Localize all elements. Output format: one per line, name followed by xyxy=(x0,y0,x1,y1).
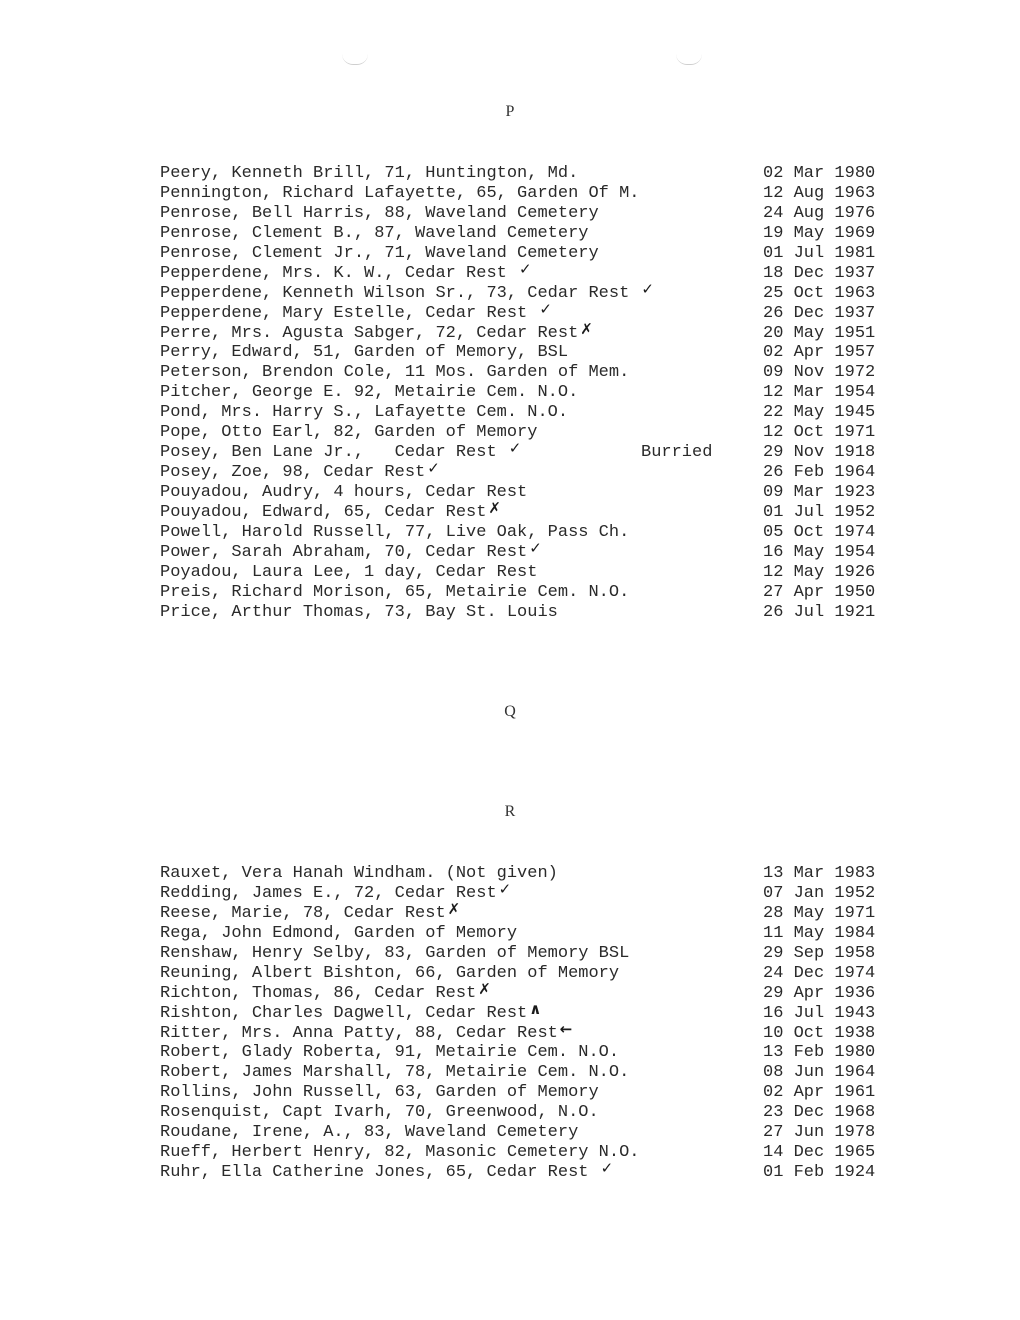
entry-text: Penrose, Clement B., 87, Waveland Cemetery xyxy=(160,223,589,243)
entry-text: Reese, Marie, 78, Cedar Rest xyxy=(160,903,446,923)
list-item xyxy=(0,583,1020,603)
list-item xyxy=(0,1143,1020,1163)
entry-text: Peterson, Brendon Cole, 11 Mos. Garden of Mem. xyxy=(160,363,630,383)
x-mark-icon: ✗ xyxy=(580,319,593,338)
entry-date: 29 Apr 1936 xyxy=(763,983,876,1003)
entry-date: 02 Mar 1980 xyxy=(763,164,876,183)
list-item xyxy=(0,1083,1020,1103)
entry-date: 13 Feb 1980 xyxy=(763,1043,876,1063)
list-item xyxy=(0,498,1020,523)
list-item xyxy=(0,319,1020,344)
entry-text: Powell, Harold Russell, 77, Live Oak, Pass Ch. xyxy=(160,522,630,542)
list-item xyxy=(0,383,1020,403)
list-item xyxy=(0,964,1020,984)
entry-text: Penrose, Bell Harris, 88, Waveland Cemetery xyxy=(160,203,599,223)
check-mark-icon: ∧ xyxy=(529,999,542,1018)
entry-date: 28 May 1971 xyxy=(763,903,876,923)
check-mark-icon: ✓ xyxy=(519,259,532,278)
list-item xyxy=(0,563,1020,583)
entry-text: Robert, Glady Roberta, 91, Metairie Cem. N.O. xyxy=(160,1043,620,1063)
entry-date: 19 May 1969 xyxy=(763,223,876,243)
entry-text: Rishton, Charles Dagwell, Cedar Rest xyxy=(160,1003,528,1023)
entry-text: Pouyadou, Audry, 4 hours, Cedar Rest xyxy=(160,483,528,502)
entry-text: Perre, Mrs. Agusta Sabger, 72, Cedar Rest xyxy=(160,323,579,343)
check-mark-icon: ✓ xyxy=(427,459,440,478)
entry-date: 05 Oct 1974 xyxy=(763,522,876,542)
entry-date: 27 Jun 1978 xyxy=(763,1123,876,1143)
list-item xyxy=(0,924,1020,944)
list-item xyxy=(0,403,1020,423)
entry-date: 12 Mar 1954 xyxy=(763,383,876,403)
entry-text: Robert, James Marshall, 78, Metairie Cem. N.O. xyxy=(160,1063,630,1083)
entry-date: 24 Dec 1974 xyxy=(763,963,876,983)
entry-date: 13 Mar 1983 xyxy=(763,864,876,883)
entry-text: Perry, Edward, 51, Garden of Memory, BSL xyxy=(160,343,569,363)
entry-date: 09 Nov 1972 xyxy=(763,363,876,383)
entry-date: 16 Jul 1943 xyxy=(763,1003,876,1023)
entry-date: 24 Aug 1976 xyxy=(763,203,876,223)
entry-date: 07 Jan 1952 xyxy=(763,883,876,903)
entry-date: 12 May 1926 xyxy=(763,562,876,582)
entry-date: 01 Feb 1924 xyxy=(763,1163,876,1183)
entry-text: Power, Sarah Abraham, 70, Cedar Rest xyxy=(160,542,528,562)
check-mark-icon: ✓ xyxy=(529,538,542,557)
entry-text: Rega, John Edmond, Garden of Memory xyxy=(160,923,518,943)
entry-text: Peery, Kenneth Brill, 71, Huntington, Md. xyxy=(160,164,579,183)
entry-date: 02 Apr 1957 xyxy=(763,343,876,363)
entry-date: 12 Aug 1963 xyxy=(763,183,876,203)
entry-text: Price, Arthur Thomas, 73, Bay St. Louis xyxy=(160,602,558,622)
list-item xyxy=(0,979,1020,1004)
list-item xyxy=(0,1159,1020,1183)
list-item xyxy=(0,224,1020,244)
entry-date: 22 May 1945 xyxy=(763,403,876,423)
list-item xyxy=(0,363,1020,383)
entry-date: 18 Dec 1937 xyxy=(763,263,876,283)
list-item xyxy=(0,899,1020,924)
list-item xyxy=(0,538,1020,563)
check-mark-icon: ✓ xyxy=(498,879,512,898)
entry-text: Rollins, John Russell, 63, Garden of Memory xyxy=(160,1083,599,1103)
list-item xyxy=(0,184,1020,204)
entry-date: 26 Feb 1964 xyxy=(763,463,876,483)
entry-text: Preis, Richard Morison, 65, Metairie Cem. N.O. xyxy=(160,582,630,602)
entry-date: 10 Oct 1938 xyxy=(763,1023,876,1043)
list-item xyxy=(0,603,1020,623)
list-item xyxy=(0,483,1020,503)
entry-text: Posey, Zoe, 98, Cedar Rest xyxy=(160,463,426,483)
list-item xyxy=(0,259,1020,284)
punch-hole-mark xyxy=(676,54,702,65)
section-letter-r: R xyxy=(504,803,516,820)
entry-date: 20 May 1951 xyxy=(763,323,876,343)
entry-text: Pouyadou, Edward, 65, Cedar Rest xyxy=(160,502,487,522)
entry-text: Rueff, Herbert Henry, 82, Masonic Cemetery N.O. xyxy=(160,1143,640,1163)
entry-text: Ruhr, Ella Catherine Jones, 65, Cedar Rest xyxy=(160,1163,589,1183)
entry-text: Richton, Thomas, 86, Cedar Rest xyxy=(160,983,477,1003)
check-mark-icon: ✓ xyxy=(641,279,654,298)
entry-text: Redding, James E., 72, Cedar Rest xyxy=(160,883,497,903)
list-item xyxy=(0,204,1020,224)
list-item xyxy=(0,1043,1020,1063)
entry-text: Pepperdene, Mrs. K. W., Cedar Rest xyxy=(160,263,507,283)
list-item xyxy=(0,523,1020,543)
list-item xyxy=(0,999,1020,1024)
entry-date: 26 Jul 1921 xyxy=(763,602,876,622)
list-item xyxy=(0,944,1020,964)
entry-date: 12 Oct 1971 xyxy=(763,423,876,443)
list-item xyxy=(0,164,1020,184)
section-letter-q: Q xyxy=(504,703,516,720)
list-item xyxy=(0,459,1020,483)
check-mark-icon: ← xyxy=(559,1019,573,1038)
x-mark-icon: ✗ xyxy=(478,979,491,998)
entry-date: 11 May 1984 xyxy=(763,923,876,943)
entry-text: Pepperdene, Mary Estelle, Cedar Rest xyxy=(160,303,528,323)
entry-date: 02 Apr 1961 xyxy=(763,1083,876,1103)
entry-date: 09 Mar 1923 xyxy=(763,483,876,502)
entry-date: 29 Nov 1918 xyxy=(763,443,876,463)
entry-text: Pennington, Richard Lafayette, 65, Garden Of M. xyxy=(160,183,640,203)
list-item xyxy=(0,879,1020,904)
entry-date: 01 Jul 1952 xyxy=(763,502,876,522)
list-item xyxy=(0,1019,1020,1044)
list-item xyxy=(0,1063,1020,1083)
section-r-list xyxy=(0,864,1020,1183)
entry-text: Rosenquist, Capt Ivarh, 70, Greenwood, N.O. xyxy=(160,1103,599,1123)
entry-date: 29 Sep 1958 xyxy=(763,943,876,963)
section-letter-p: P xyxy=(505,103,515,120)
entry-date: 25 Oct 1963 xyxy=(763,283,876,303)
entry-text: Pepperdene, Kenneth Wilson Sr., 73, Cedar Rest xyxy=(160,283,630,303)
list-item xyxy=(0,299,1020,324)
list-item xyxy=(0,1103,1020,1123)
entry-text: Reuning, Albert Bishton, 66, Garden of Memory xyxy=(160,963,620,983)
entry-text: Pope, Otto Earl, 82, Garden of Memory xyxy=(160,423,538,443)
x-mark-icon: ✗ xyxy=(488,498,501,517)
list-item xyxy=(0,1123,1020,1143)
punch-hole-mark xyxy=(342,54,368,65)
entry-text: Penrose, Clement Jr., 71, Waveland Cemetery xyxy=(160,243,599,263)
section-p-list xyxy=(0,164,1020,623)
entry-text: Rauxet, Vera Hanah Windham. (Not given) xyxy=(160,864,558,883)
entry-date: 23 Dec 1968 xyxy=(763,1103,876,1123)
list-item xyxy=(0,279,1020,304)
check-mark-icon: ✓ xyxy=(508,439,522,458)
check-mark-icon: ✓ xyxy=(539,299,552,318)
entry-date: 16 May 1954 xyxy=(763,542,876,562)
entry-text: Pitcher, George E. 92, Metairie Cem. N.O. xyxy=(160,383,579,403)
entry-date: 14 Dec 1965 xyxy=(763,1143,876,1163)
list-item xyxy=(0,343,1020,363)
list-item xyxy=(0,439,1020,463)
x-mark-icon: ✗ xyxy=(447,899,461,918)
entry-text: Roudane, Irene, A., 83, Waveland Cemetery xyxy=(160,1123,579,1143)
entry-text: Pond, Mrs. Harry S., Lafayette Cem. N.O. xyxy=(160,403,569,423)
list-item xyxy=(0,244,1020,264)
entry-note: Burried xyxy=(641,443,713,463)
entry-date: 27 Apr 1950 xyxy=(763,582,876,602)
entry-date: 26 Dec 1937 xyxy=(763,303,876,323)
check-mark-icon: ✓ xyxy=(600,1159,614,1178)
entry-date: 01 Jul 1981 xyxy=(763,243,876,263)
entry-text: Renshaw, Henry Selby, 83, Garden of Memory BSL xyxy=(160,943,630,963)
entry-text: Poyadou, Laura Lee, 1 day, Cedar Rest xyxy=(160,562,538,582)
entry-text: Posey, Ben Lane Jr., Cedar Rest xyxy=(160,443,497,463)
entry-text: Ritter, Mrs. Anna Patty, 88, Cedar Rest xyxy=(160,1023,558,1043)
entry-date: 08 Jun 1964 xyxy=(763,1063,876,1083)
